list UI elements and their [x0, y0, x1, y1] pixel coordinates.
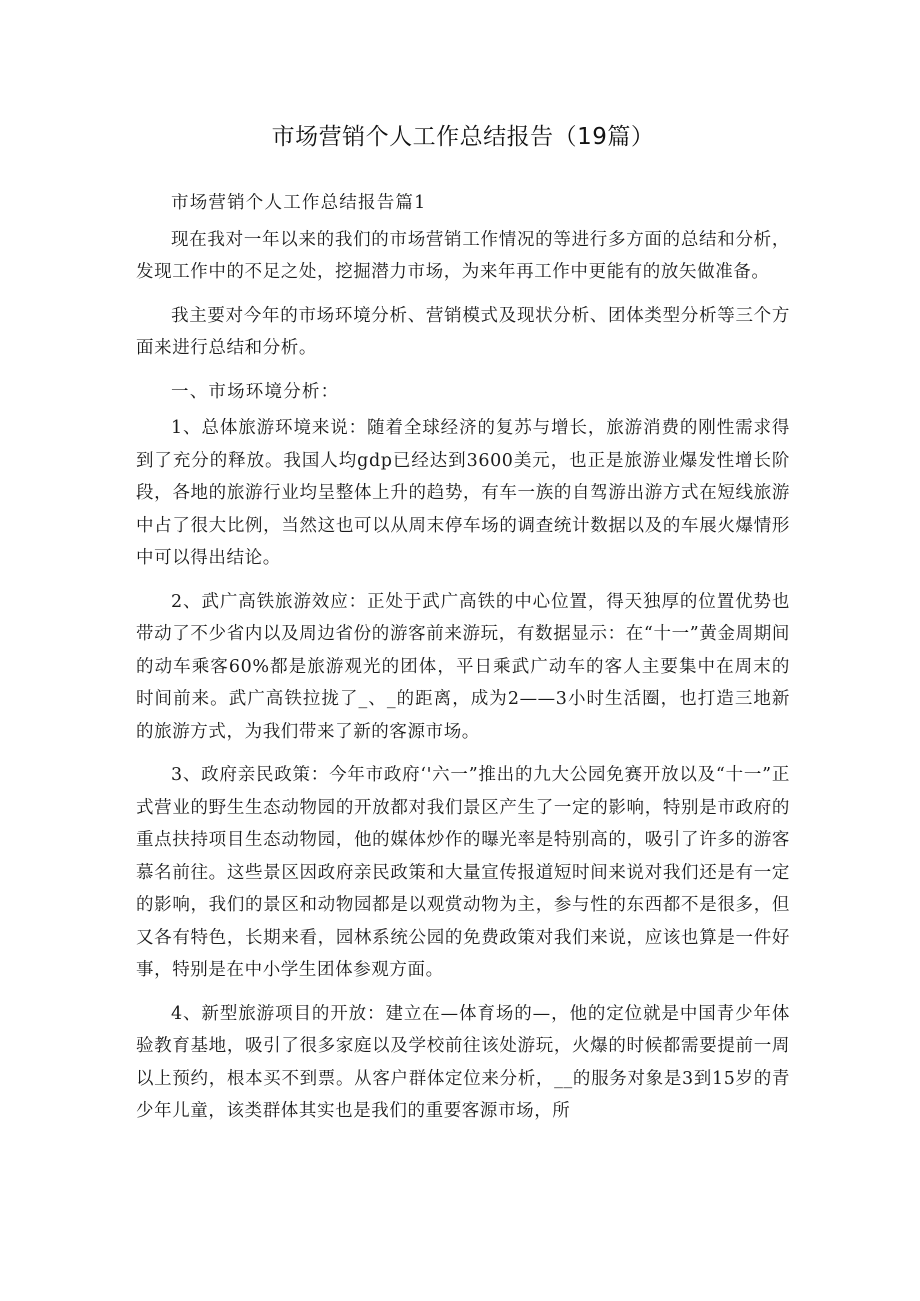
paragraph-government-policy: 3、政府亲民政策：今年市政府‘'六一”推出的九大公园免赛开放以及“十一”正式营业的野生生态动物园的开放都对我们景区产生了一定的影响，特别是市政府的重点扶持项目生态动物园，他的媒体炒作的曝光率是特别高的，吸引了许多的游客慕名前往。这些景区因政府亲民政策和大量宣传报道短时间来说对我们还是有一定的影响，我们的景区和动物园都是以观赏动物为主，参与性的东西都不是很多，但又各有特色，长期来看，园林系统公园的免费政策对我们来说，应该也算是一件好事，特别是在中小学生团体参观方面。: [136, 765, 790, 980]
document-title: 市场营销个人工作总结报告（19篇）: [271, 124, 655, 150]
subsection-heading: 一、市场环境分析：: [171, 381, 340, 402]
scope-paragraph: 我主要对今年的市场环境分析、营销模式及现状分析、团体类型分析等三个方面来进行总结和分析。: [136, 305, 790, 358]
paragraph-high-speed-rail: 2、武广高铁旅游效应：正处于武广高铁的中心位置，得天独厚的位置优势也带动了不少省内以及周边省份的游客前来游玩，有数据显示：在“十一”黄金周期间的动车乘客60%都是旅游观光的团体，平日乘武广动车的客人主要集中在周末的时间前来。武广高铁拉拢了_、_的距离，成为2——3小时生活圈，也打造三地新的旅游方式，为我们带来了新的客源市场。: [136, 591, 790, 742]
intro-paragraph: 现在我对一年以来的我们的市场营销工作情况的等进行多方面的总结和分析，发现工作中的不足之处，挖掘潜力市场，为来年再工作中更能有的放矢做准备。: [136, 229, 790, 282]
section-heading: 市场营销个人工作总结报告篇1: [171, 193, 427, 213]
document-body: [136, 187, 790, 1128]
paragraph-new-projects: 4、新型旅游项目的开放：建立在—体育场的—，他的定位就是中国青少年体验教育基地，吸引了很多家庭以及学校前往该处游玩，火爆的时候都需要提前一周以上预约，根本买不到票。从客户群体定位来分析，__的服务对象是3到15岁的青少年儿童，该类群体其实也是我们的重要客源市场，所: [136, 1003, 790, 1121]
paragraph-overall-tourism: 1、总体旅游环境来说：随着全球经济的复苏与增长，旅游消费的刚性需求得到了充分的释放。我国人均gdp已经达到3600美元，也正是旅游业爆发性增长阶段，各地的旅游行业均呈整体上升的趋势，有车一族的自驾游出游方式在短线旅游中占了很大比例，当然这也可以从周末停车场的调查统计数据以及的车展火爆情形中可以得出结论。: [136, 418, 790, 568]
